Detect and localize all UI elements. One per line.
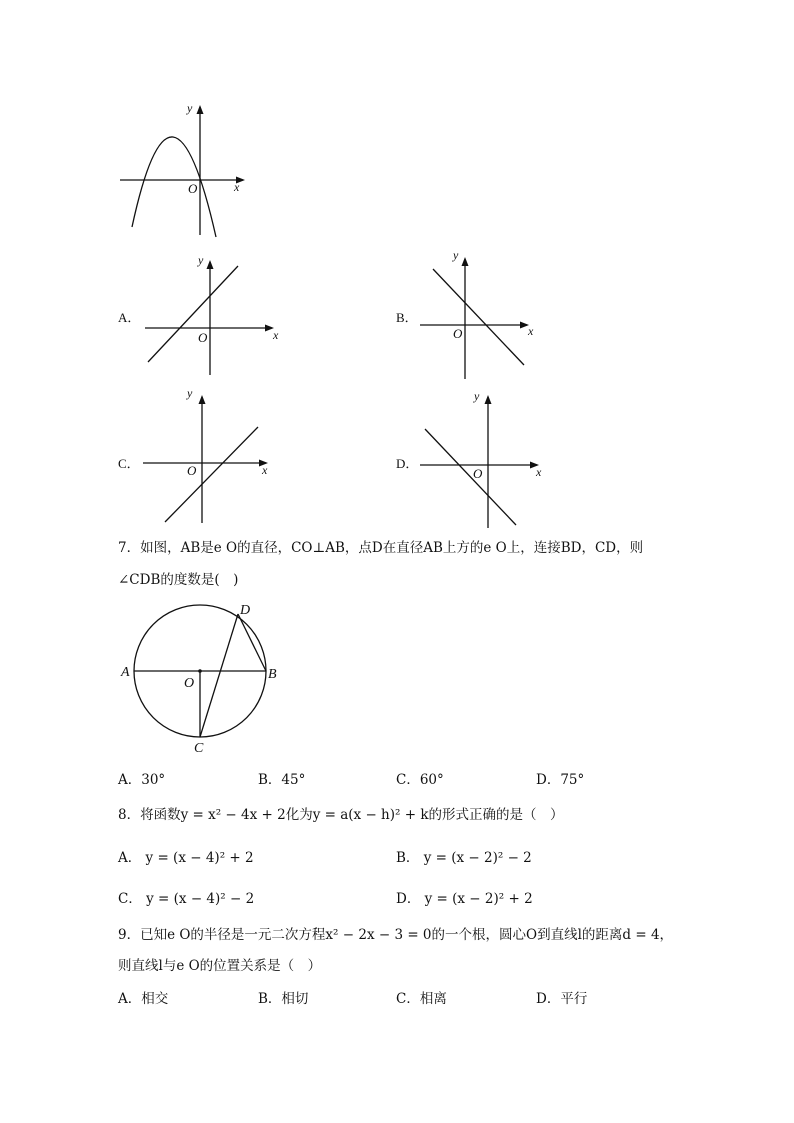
point-d-label: D [240,603,251,618]
point-a-label: A [121,665,130,680]
x-label: x [273,328,279,342]
q7-option-b: B．45° [258,772,306,788]
line-graph [425,429,516,525]
q9-option-b: B．相切 [258,991,309,1007]
q8-stem: 8．将函数y = x² − 4x + 2化为y = a(x − h)² + k的形式正确的是（ ） [118,807,564,823]
q9-stem-line2: 则直线l与e O的位置关系是（ ） [118,958,322,974]
graph-option-a-label: A． [118,310,141,325]
line-graph [433,269,524,365]
line-graph [148,266,238,362]
graph-option-b [415,247,545,382]
q7-stem-line2: ∠CDB的度数是( ) [118,572,239,588]
q9-option-a: A．相交 [118,991,169,1007]
parabola-curve [132,137,216,237]
q7-option-d: D．75° [536,772,585,788]
q7-circle-figure [118,598,288,758]
point-b-label: B [268,667,277,682]
x-label: x [234,180,240,194]
y-axis-arrow [199,395,206,404]
q7-option-a: A．30° [118,772,166,788]
graph-option-d-label: D． [396,456,419,471]
x-label: x [262,463,268,477]
q7-stem-line1: 7．如图，AB是e O的直径，CO⊥AB，点D在直径AB上方的e O上，连接BD，CD，则 [118,540,644,556]
q7-option-c: C．60° [396,772,444,788]
q9-stem-line1: 9．已知e O的半径是一元二次方程x² − 2x − 3 = 0的一个根，圆心O到直线l的距离d = 4， [118,927,674,943]
graph-option-b-label: B． [396,310,418,325]
graph-option-c-label: C． [118,456,140,471]
q8-option-c: C． y = (x − 4)² − 2 [118,891,255,907]
y-label: y [187,101,193,115]
q8-option-a: A． y = (x − 4)² + 2 [118,850,254,866]
y-label: y [187,386,193,400]
graph-option-c [140,385,280,525]
y-axis-arrow [197,105,204,114]
origin-label: O [187,463,197,478]
q9-option-c: C．相离 [396,991,447,1007]
point-c-label: C [194,741,204,756]
point-o-label: O [184,676,195,691]
center-dot [198,669,202,673]
line-graph [165,427,258,522]
y-label: y [453,248,459,262]
y-label: y [474,389,480,403]
y-label: y [198,253,204,267]
origin-label: O [453,326,463,341]
q8-option-d: D． y = (x − 2)² + 2 [396,891,533,907]
graph-option-d [415,385,550,530]
origin-label: O [188,181,198,196]
origin-label: O [473,466,483,481]
y-axis-arrow [462,257,469,266]
y-axis-arrow [485,395,492,404]
y-axis-arrow [207,260,214,269]
graph-option-a [140,250,285,380]
q8-option-b: B． y = (x − 2)² − 2 [396,850,532,866]
segment-cd [200,614,238,737]
origin-label: O [198,330,208,345]
q9-option-d: D．平行 [536,991,588,1007]
x-label: x [536,465,542,479]
parabola-figure [115,95,255,240]
segment-db [238,614,266,671]
x-label: x [528,324,534,338]
